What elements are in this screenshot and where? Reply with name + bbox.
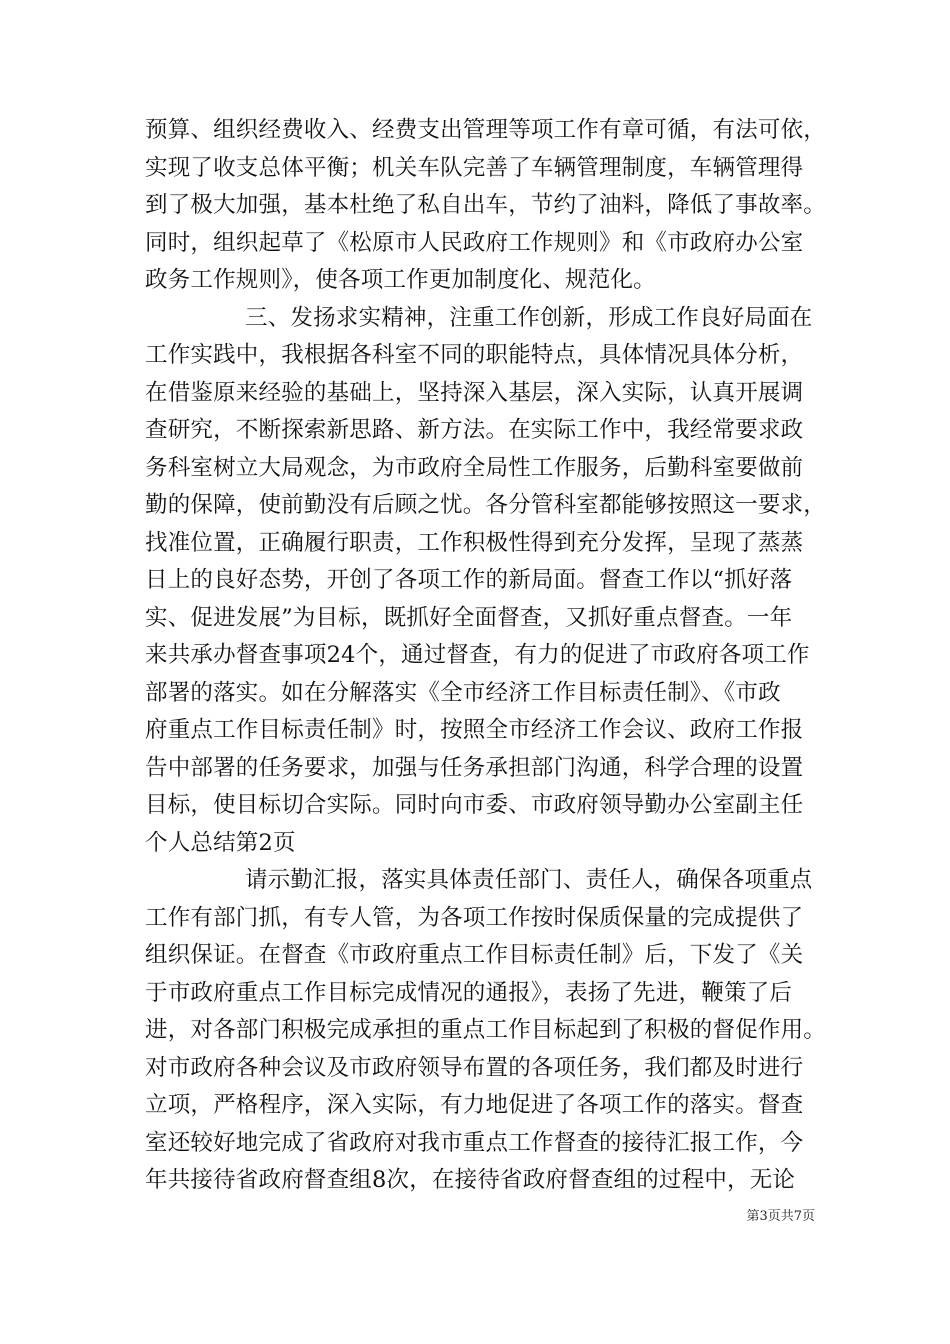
paragraph-start-line: 请示勤汇报，落实具体责任部门、责任人，确保各项重点 xyxy=(245,867,813,893)
text-line: 部署的落实。如在分解落实《全市经济工作目标责任制》、《市政 xyxy=(145,679,781,706)
text-line: 对市政府各种会议及市政府领导布置的各项任务，我们都及时进行 xyxy=(145,1054,804,1081)
text-line: 务科室树立大局观念，为市政府全局性工作服务，后勤科室要做前 xyxy=(145,454,804,481)
text-line: 于市政府重点工作目标完成情况的通报》，表扬了先进，鞭策了后 xyxy=(145,979,793,1006)
section-heading-line: 三、发扬求实精神，注重工作创新，形成工作良好局面在 xyxy=(245,304,813,331)
text-line: 政务工作规则》，使各项工作更加制度化、规范化。 xyxy=(145,267,656,293)
text-line: 实、促进发展”为目标，既抓好全面督查，又抓好重点督查。一年 xyxy=(145,604,793,631)
text-line: 日上的良好态势，开创了各项工作的新局面。督查工作以“抓好落 xyxy=(145,567,793,593)
inline-page-marker: 个人总结第2页 xyxy=(145,829,296,856)
text-line: 查研究，不断探索新思路、新方法。在实际工作中，我经常要求政 xyxy=(145,417,804,443)
text-line: 立项，严格程序，深入实际，有力地促进了各项工作的落实。督查 xyxy=(145,1092,804,1118)
body-text xyxy=(145,112,827,1200)
text-line: 组织保证。在督查《市政府重点工作目标责任制》后，下发了《关 xyxy=(145,942,804,968)
text-line: 目标，使目标切合实际。同时向市委、市政府领导勤办公室副主任 xyxy=(145,792,804,818)
text-line: 同时，组织起草了《松原市人民政府工作规则》和《市政府办公室 xyxy=(145,229,804,256)
text-line: 室还较好地完成了省政府对我市重点工作督查的接待汇报工作，今 xyxy=(145,1129,804,1156)
text-line: 实现了收支总体平衡；机关车队完善了车辆管理制度，车辆管理得 xyxy=(145,154,804,181)
text-line: 工作有部门抓，有专人管，为各项工作按时保质保量的完成提供了 xyxy=(145,904,804,931)
text-line: 在借鉴原来经验的基础上，坚持深入基层，深入实际，认真开展调 xyxy=(145,379,804,406)
text-line: 进，对各部门积极完成承担的重点工作目标起到了积极的督促作用。 xyxy=(145,1017,827,1043)
page-number-footer: 第3页共7页 xyxy=(746,1209,815,1224)
text-line: 勤的保障，使前勤没有后顾之忧。各分管科室都能够按照这一要求， xyxy=(145,492,827,518)
text-line: 告中部署的任务要求，加强与任务承担部门沟通，科学合理的设置 xyxy=(145,754,804,781)
text-line: 工作实践中，我根据各科室不同的职能特点，具体情况具体分析， xyxy=(145,342,804,368)
text-line: 预算、组织经费收入、经费支出管理等项工作有章可循，有法可依， xyxy=(145,117,827,143)
text-line: 来共承办督查事项24个，通过督查，有力的促进了市政府各项工作 xyxy=(145,642,810,668)
text-line: 年共接待省政府督查组8次，在接待省政府督查组的过程中，无论 xyxy=(145,1167,796,1193)
text-line: 找准位置，正确履行职责，工作积极性得到充分发挥，呈现了蒸蒸 xyxy=(145,529,804,556)
text-line: 到了极大加强，基本杜绝了私自出车，节约了油料，降低了事故率。 xyxy=(145,192,827,218)
text-line: 府重点工作目标责任制》时，按照全市经济工作会议、政府工作报 xyxy=(145,717,804,743)
